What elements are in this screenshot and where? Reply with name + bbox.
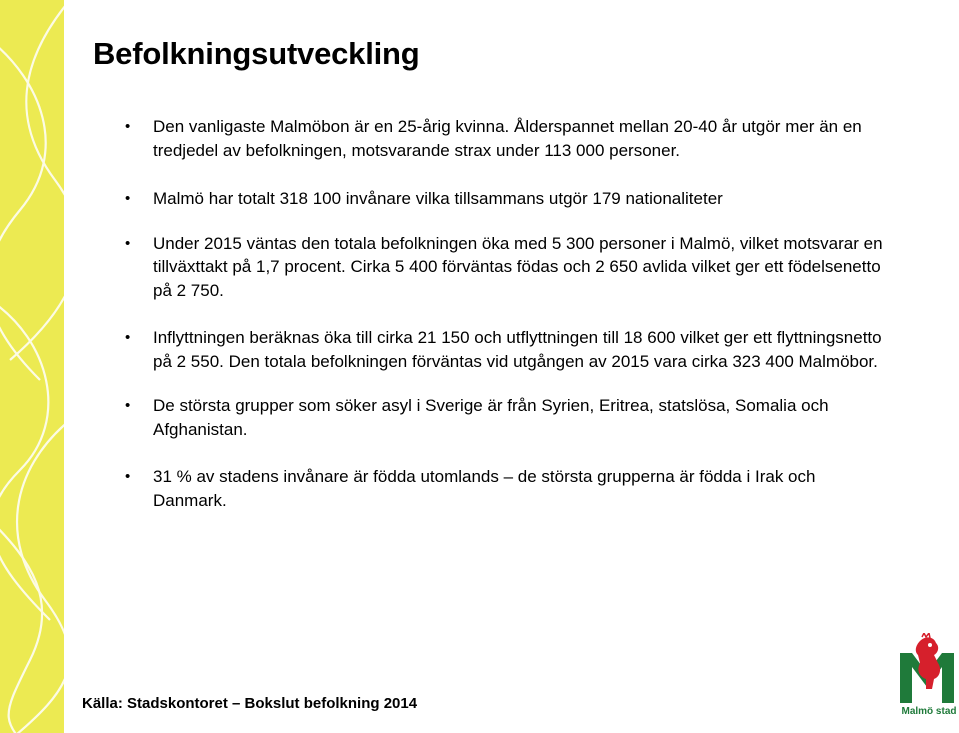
- slide-title: Befolkningsutveckling: [93, 36, 420, 71]
- bullet-item: • Den vanligaste Malmöbon är en 25-årig kvinna. Ålderspannet mellan 20-40 år utgör mer än en tredjedel av befolkningen, motsvarande strax under 113 000 personer.: [125, 115, 885, 162]
- bullet-item: • De största grupper som söker asyl i Sverige är från Syrien, Eritrea, statslösa, Somalia och Afghanistan.: [125, 394, 885, 441]
- decorative-side-stripe: [0, 0, 64, 733]
- source-citation: Källa: Stadskontoret – Bokslut befolkning 2014: [82, 695, 418, 712]
- bullet-list: [125, 115, 885, 512]
- stripe-swirl-pattern: [0, 0, 64, 733]
- bullet-item: • Malmö har totalt 318 100 invånare vilka tillsammans utgör 179 nationaliteter: [125, 187, 885, 211]
- bullet-item: • 31 % av stadens invånare är födda utomlands – de största grupperna är födda i Irak och Danmark.: [125, 465, 885, 512]
- logo-wordmark: Malmö stad: [901, 706, 957, 717]
- bullet-item: • Inflyttningen beräknas öka till cirka 21 150 och utflyttningen till 18 600 vilket ger ett flyttningsnetto på 2 550. Den totala befolkningen förväntas vid utgången av 2015 vara cirka 323 400 Malmöbor.: [125, 326, 885, 373]
- bullet-item: • Under 2015 väntas den totala befolkningen öka med 5 300 personer i Malmö, vilket motsvarar en tillväxttakt på 1,7 procent. Cirka 5 400 förväntas födas och 2 650 avlida vilket ger ett födelsenetto på 2 750.: [125, 232, 885, 303]
